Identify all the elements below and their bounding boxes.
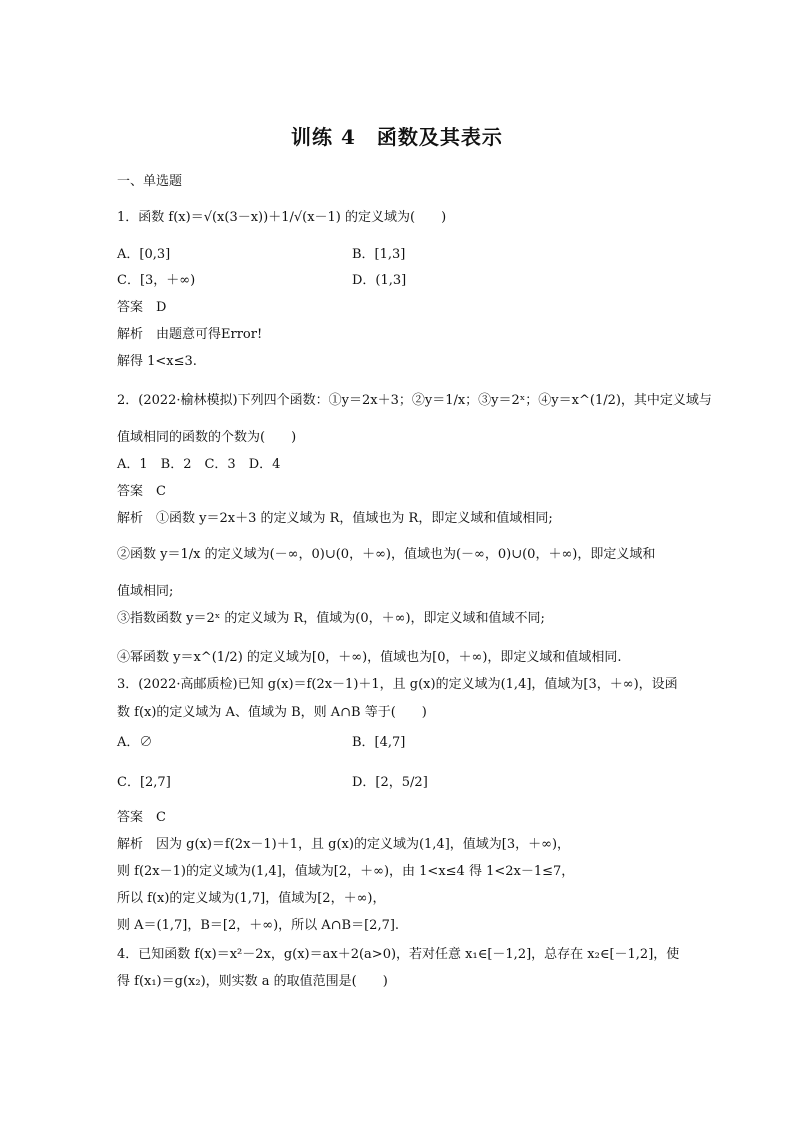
q2-stem-line2: 值域相同的函数的个数为( ) (117, 430, 297, 445)
q3-analysis-4: 则 A＝(1,7]，B＝[2，＋∞)，所以 A∩B＝[2,7]. (117, 918, 400, 933)
q2-analysis-1: 解析 ①函数 y＝2x＋3 的定义域为 R，值域也为 R，即定义域和值域相同; (117, 511, 553, 526)
q1-option-b: B．[1,3] (352, 247, 406, 262)
q3-option-b: B．[4,7] (352, 735, 406, 750)
q3-stem-line2: 数 f(x)的定义域为 A、值域为 B，则 A∩B 等于( ) (117, 705, 427, 720)
q3-option-d: D．[2，5/2] (352, 775, 428, 790)
q4-stem-line2: 得 f(x₁)＝g(x₂)，则实数 a 的取值范围是( ) (117, 974, 388, 989)
page-title: 训练 4 函数及其表示 (291, 125, 503, 149)
q4-stem-line1: 4．已知函数 f(x)＝x²－2x，g(x)＝ax＋2(a>0)，若对任意 x₁∈[－1,2]，总存在 x₂∈[－1,2]，使 (117, 947, 680, 962)
q3-stem-line1: 3．(2022·高邮质检)已知 g(x)＝f(2x－1)＋1，且 g(x)的定义域为(1,4]，值域为[3，＋∞)，设函 (117, 677, 678, 692)
q1-stem: 1．函数 f(x)＝√(x(3－x))＋1/√(x－1) 的定义域为( ) (117, 210, 447, 225)
q2-analysis-3: 值域相同; (117, 584, 174, 599)
q3-analysis-3: 所以 f(x)的定义域为(1,7]，值域为[2，＋∞)， (117, 891, 386, 906)
q3-analysis-2: 则 f(2x－1)的定义域为(1,4]，值域为[2，＋∞)，由 1<x≤4 得 1<2x－1≤7， (117, 864, 575, 879)
q1-solve: 解得 1<x≤3. (117, 354, 197, 369)
q1-option-d: D．(1,3] (352, 273, 407, 288)
q2-options: A．1 B．2 C．3 D．4 (117, 457, 281, 472)
q2-answer: 答案 C (117, 484, 166, 499)
q3-option-a: A．∅ (117, 735, 153, 750)
q1-answer: 答案 D (117, 300, 167, 315)
q3-answer: 答案 C (117, 810, 166, 825)
q1-analysis: 解析 由题意可得Error! (117, 327, 263, 342)
q3-option-c: C．[2,7] (117, 775, 171, 790)
q2-stem-line1: 2．(2022·榆林模拟)下列四个函数：①y＝2x＋3；②y＝1/x；③y＝2ˣ；④y＝x^(1/2)，其中定义域与 (117, 393, 712, 408)
q2-analysis-2: ②函数 y＝1/x 的定义域为(－∞，0)∪(0，＋∞)，值域也为(－∞，0)∪(0，＋∞)，即定义域和 (117, 547, 656, 562)
q2-analysis-5: ④幂函数 y＝x^(1/2) 的定义域为[0，＋∞)，值域也为[0，＋∞)，即定义域和值域相同. (117, 650, 622, 665)
q1-option-c: C．[3，＋∞) (117, 273, 196, 288)
section-heading: 一、单选题 (117, 174, 183, 189)
q1-option-a: A．[0,3] (117, 247, 171, 262)
q3-analysis-1: 解析 因为 g(x)＝f(2x－1)＋1，且 g(x)的定义域为(1,4]，值域为[3，＋∞)， (117, 837, 571, 852)
q2-analysis-4: ③指数函数 y＝2ˣ 的定义域为 R，值域为(0，＋∞)，即定义域和值域不同; (117, 611, 545, 626)
